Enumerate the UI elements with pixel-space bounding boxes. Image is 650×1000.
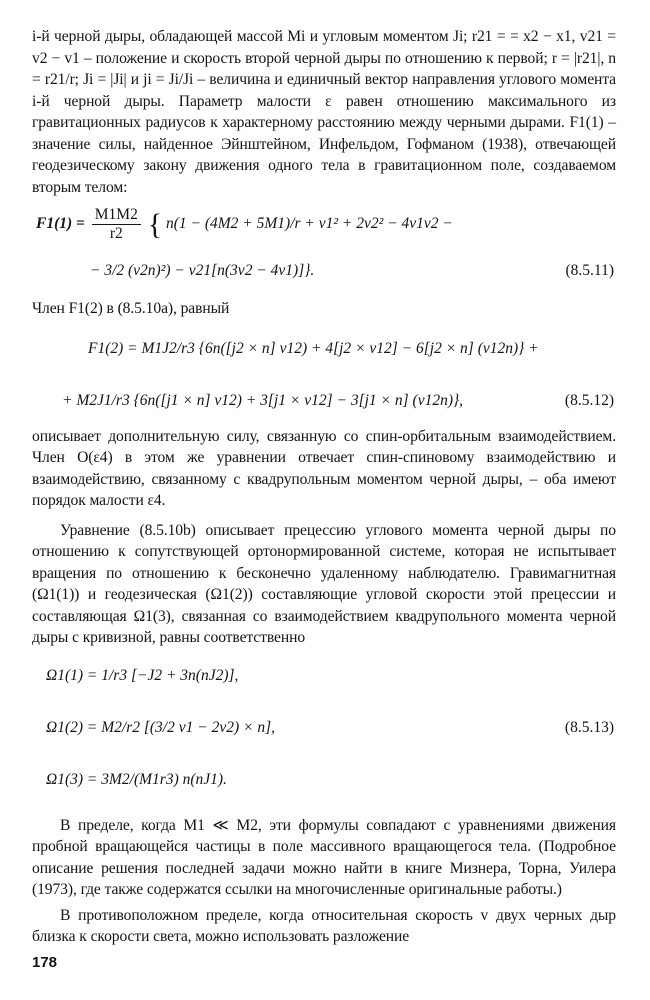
paragraph-opposite-limit: В противоположном пределе, когда относительная скорость v двух черных дыр близка к скорости света, можно использовать разложение: [32, 906, 616, 945]
equation-number: (8.5.13): [564, 718, 614, 736]
paragraph-precession: Уравнение (8.5.10b) описывает прецессию углового момента черной дыры по отношению к сопутствующей ортонормированной системе, которая не испытывает вращения по отношению к бесконечно удаленному наблюдателю. Гравимагнитная (Ω1(1)) и геодезическая (Ω1(2)) составляющие угловой скорости этой прецессии и составляющая Ω1(3), связанная со взаимодействием квадрупольного момента черной дыры с кривизной, равны соответственно: [32, 521, 616, 646]
equation-8-5-12: [32, 326, 616, 426]
paragraph-intro: i-й черной дыры, обладающей массой Mi и угловым моментом Ji; r21 = = x2 − x1, v21 = v2 − v1 – положение и скорость второй черной дыры по отношению к первой; r = |r21|, n = r21/r; Ji = |Ji| и ji = Ji/Ji – величина и единичный вектор направления углового момента i-й черной дыры. Параметр малости ε равен отношению максимального из гравитационных радиусов к характерному расстоянию между черными дырами. F1(1) – значение силы, найденное Эйнштейном, Инфельдом, Гофманом (1938), отвечающей геодезическому закону движения одного тела в гравитационном поле, создаваемом вторым телом:: [32, 28, 616, 196]
eq1-line2: − 3/2 (v2n)²) − v21[n(3v2 − 4v1)]}.: [90, 262, 315, 279]
equation-number: (8.5.11): [565, 262, 614, 279]
eq2-line2: + M2J1/r3 {6n([j1 × n] v12) + 3[j1 × v12] − 3[j1 × n] (v12n)},: [62, 391, 464, 409]
eq3-line2: Ω1(2) = M2/r2 [(3/2 v1 − 2v2) × n],: [46, 718, 275, 736]
eq1-lhs: F1(1) =: [36, 215, 85, 233]
eq3-line1: Ω1(1) = 1/r3 [−J2 + 3n(nJ2)],: [46, 666, 239, 684]
eq1-line1: n(1 − (4M2 + 5M1)/r + v1² + 2v2² − 4v1v2 −: [165, 215, 453, 233]
eq1-frac-num: M1M2: [92, 206, 141, 225]
eq3-line3: Ω1(3) = 3M2/(M1r3) n(nJ1).: [46, 770, 227, 788]
eq2-line1: F1(2) = M1J2/r3 {6n([j2 × n] v12) + 4[j2 × v12] − 6[j2 × n] (v12n)} +: [88, 339, 539, 357]
paragraph-term: Член F1(2) в (8.5.10a), равный: [32, 300, 230, 317]
equation-8-5-13: [32, 657, 616, 807]
page-number: 178: [32, 954, 58, 971]
eq1-frac-den: r2: [109, 225, 123, 242]
paragraph-limit: В пределе, когда M1 ≪ M2, эти формулы совпадают с уравнениями движения пробной вращающейся частицы в поле массивного вращающегося тела. (Подробное описание решения последней задачи можно найти в книге Мизнера, Торна, Уилера (1973), где также содержатся ссылки на многочисленные оригинальные работы.): [32, 816, 616, 898]
equation-number: (8.5.12): [564, 391, 614, 409]
equation-8-5-11: F1(1) = $\frac{M1M2}{r2}$ { n(1 − (4M2 + 5M1)/r + v1² + 2v2² − 4v1v2 − − 3/2 (v2n)²) − v21[n(3v2 − 4v1)]}. (8.5.11): [36, 206, 614, 279]
page-body: [32, 26, 616, 948]
paragraph-spin-orbit: описывает дополнительную силу, связанную со спин-орбитальным взаимодействием. Член O(ε4) в этом же уравнении отвечает спин-спиновому взаимодействию и взаимодействию, связанному с квадрупольным моментом черной дыры, – оба имеют порядок малости ε4.: [32, 427, 616, 509]
